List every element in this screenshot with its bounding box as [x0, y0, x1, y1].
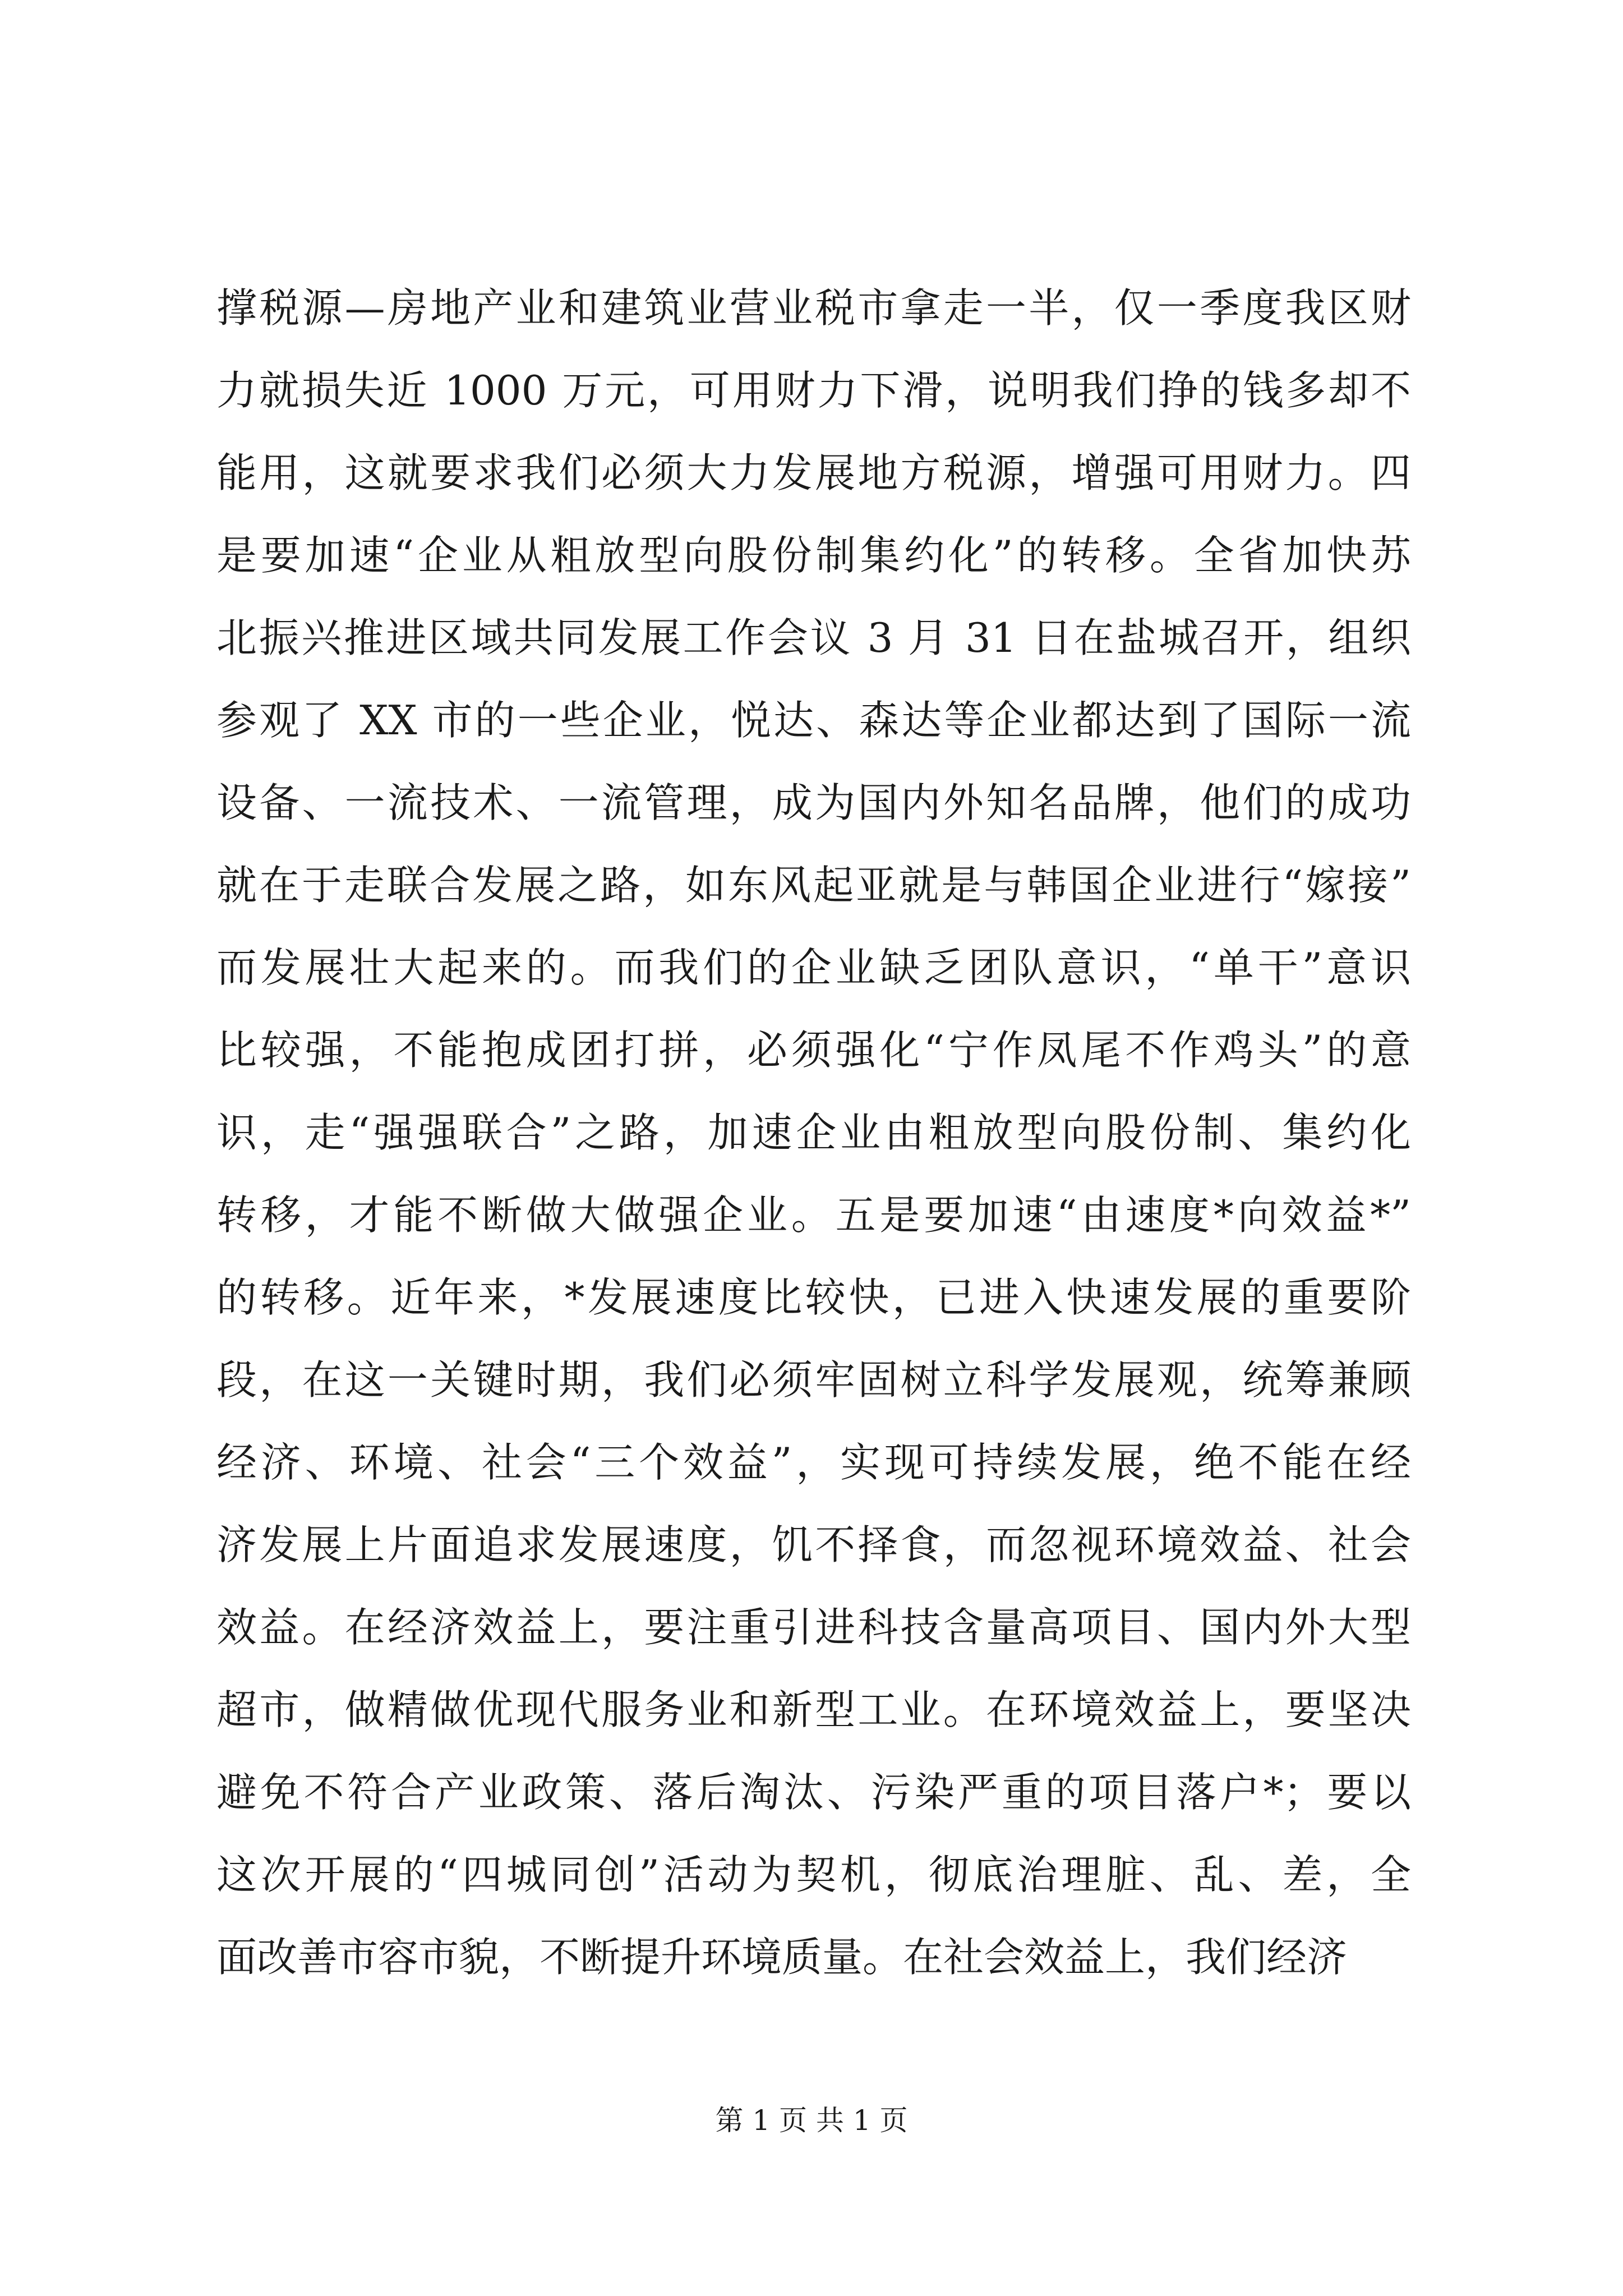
- text-line-15: 经济、环境、社会“三个效益”，实现可持续发展，绝不能在经: [216, 1439, 1411, 1486]
- page-footer: 第 1 页 共 1 页: [715, 2104, 908, 2137]
- text-line-10: 比较强，不能抱成团打拼，必须强化“宁作凤尾不作鸡头”的意: [216, 1027, 1411, 1074]
- text-line-9: 而发展壮大起来的。而我们的企业缺乏团队意识，“单干”意识: [216, 944, 1411, 991]
- text-line-1: 撑税源—房地产业和建筑业营业税市拿走一半，仅一季度我区财: [216, 284, 1411, 332]
- text-line-5: 北振兴推进区域共同发展工作会议 3 月 31 日在盐城召开，组织: [216, 614, 1411, 661]
- text-line-2: 力就损失近 1000 万元，可用财力下滑，说明我们挣的钱多却不: [216, 367, 1411, 414]
- text-line-13: 的转移。近年来，*发展速度比较快，已进入快速发展的重要阶: [216, 1274, 1411, 1321]
- text-line-20: 这次开展的“四城同创”活动为契机，彻底治理脏、乱、差，全: [216, 1851, 1411, 1898]
- text-line-11: 识，走“强强联合”之路，加速企业由粗放型向股份制、集约化: [216, 1109, 1411, 1156]
- text-line-3: 能用，这就要求我们必须大力发展地方税源，增强可用财力。四: [216, 449, 1411, 496]
- text-line-8: 就在于走联合发展之路，如东风起亚就是与韩国企业进行“嫁接”: [216, 862, 1411, 909]
- text-line-18: 超市，做精做优现代服务业和新型工业。在环境效益上，要坚决: [216, 1686, 1411, 1733]
- text-line-6: 参观了 XX 市的一些企业，悦达、森达等企业都达到了国际一流: [216, 697, 1411, 744]
- text-line-19: 避免不符合产业政策、落后淘汰、污染严重的项目落户*；要以: [216, 1769, 1411, 1816]
- text-line-7: 设备、一流技术、一流管理，成为国内外知名品牌，他们的成功: [216, 779, 1411, 826]
- text-line-21: 面改善市容市貌，不断提升环境质量。在社会效益上，我们经济: [216, 1934, 1348, 1981]
- text-line-4: 是要加速“企业从粗放型向股份制集约化”的转移。全省加快苏: [216, 532, 1411, 579]
- text-line-17: 效益。在经济效益上，要注重引进科技含量高项目、国内外大型: [216, 1604, 1411, 1651]
- text-line-16: 济发展上片面追求发展速度，饥不择食，而忽视环境效益、社会: [216, 1521, 1411, 1568]
- document-body: [216, 267, 1411, 1999]
- text-line-12: 转移，才能不断做大做强企业。五是要加速“由速度*向效益*”: [216, 1191, 1411, 1239]
- text-line-14: 段，在这一关键时期，我们必须牢固树立科学发展观，统筹兼顾: [216, 1356, 1411, 1404]
